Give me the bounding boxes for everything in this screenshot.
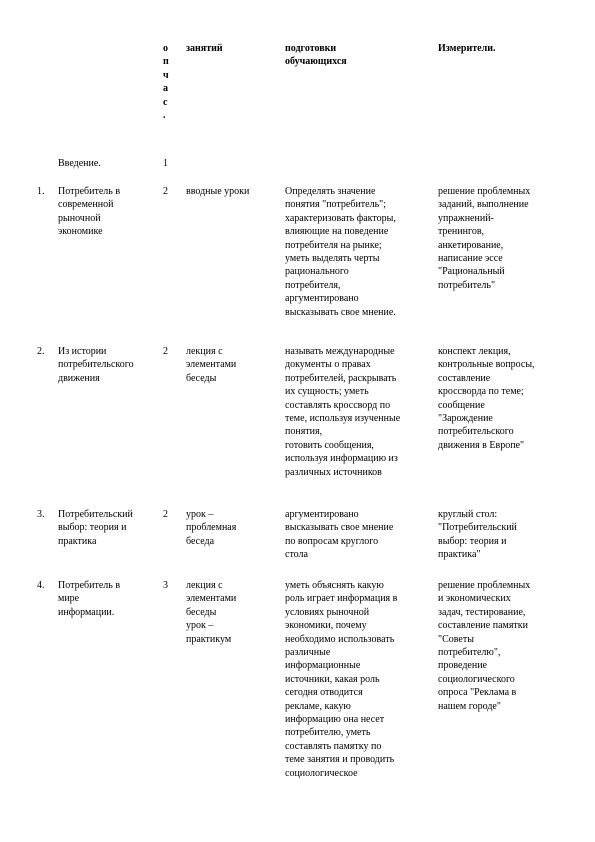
row-topic: Потребитель в современной рыночной экономике bbox=[58, 186, 121, 238]
row-number: 1. bbox=[37, 186, 45, 197]
row-lesson-kind: урок – проблемная беседа bbox=[186, 509, 237, 547]
intro-title: Введение. bbox=[58, 158, 101, 169]
row-topic: Из истории потребительского движения bbox=[58, 346, 134, 384]
row-number: 3. bbox=[37, 509, 45, 520]
hours-header-vertical bbox=[163, 42, 173, 122]
row-topic: Потребитель в мире информации. bbox=[58, 580, 121, 618]
hours-header-letter: ч bbox=[163, 69, 169, 81]
hours-header-letter: о bbox=[163, 43, 168, 54]
row-measures: решение проблемных заданий, выполнение упражнений- тренингов, анкетирование, написание эссе "Рациональный потребитель" bbox=[438, 186, 531, 291]
row-lesson-kind: лекция с элементами беседы bbox=[186, 346, 237, 384]
hours-header-letter: с bbox=[163, 96, 168, 108]
row-hours: 2 bbox=[163, 346, 168, 357]
hours-header-letter: . bbox=[163, 110, 166, 122]
intro-hours: 1 bbox=[163, 158, 168, 169]
row-requirements: аргументировано высказывать свое мнение по вопросам круглого стола bbox=[285, 509, 394, 561]
row-requirements: уметь объяснять какую роль играет информация в условиях рыночной экономики, почему необходимо использовать различные информационные источники, какая роль сегодня отводится рекламе, какую информацию она несет потребителю, уметь составлять памятку по теме занятия и проводить социологическое bbox=[285, 580, 398, 779]
row-topic: Потребительский выбор: теория и практика bbox=[58, 509, 133, 547]
kind-column-header: занятий bbox=[186, 43, 223, 54]
row-lesson-kind: вводные уроки bbox=[186, 186, 250, 197]
row-requirements: Определять значение понятия "потребитель"; характеризовать факторы, влияющие на поведение потребителя на рынке; уметь выделять черты рационального потребителя, аргументировано высказывать свое мнение. bbox=[285, 186, 396, 318]
measures-column-header: Измерители. bbox=[438, 43, 496, 54]
row-hours: 2 bbox=[163, 186, 168, 197]
row-requirements: называть международные документы о правах потребителей, раскрывать их сущность; уметь составлять кроссворд по теме, используя изученные понятия, готовить сообщения, используя информацию из различных источников bbox=[285, 346, 401, 478]
hours-header-letter: п bbox=[163, 56, 169, 68]
row-hours: 3 bbox=[163, 580, 168, 591]
row-number: 4. bbox=[37, 580, 45, 591]
hours-header-letter: а bbox=[163, 83, 168, 95]
row-lesson-kind: лекция с элементами беседы урок – практикум bbox=[186, 580, 237, 645]
row-measures: решение проблемных и экономических задач, тестирование, составление памятки "Советы потребителю", проведение социологического опроса "Реклама в нашем городе" bbox=[438, 580, 531, 712]
row-hours: 2 bbox=[163, 509, 168, 520]
row-number: 2. bbox=[37, 346, 45, 357]
requirements-column-header: подготовки обучающихся bbox=[285, 43, 347, 68]
row-measures: конспект лекция, контрольные вопросы, составление кроссворда по теме; сообщение "Зарождение потребительского движения в Европе" bbox=[438, 346, 535, 451]
row-measures: круглый стол: "Потребительский выбор: теория и практика" bbox=[438, 509, 517, 561]
